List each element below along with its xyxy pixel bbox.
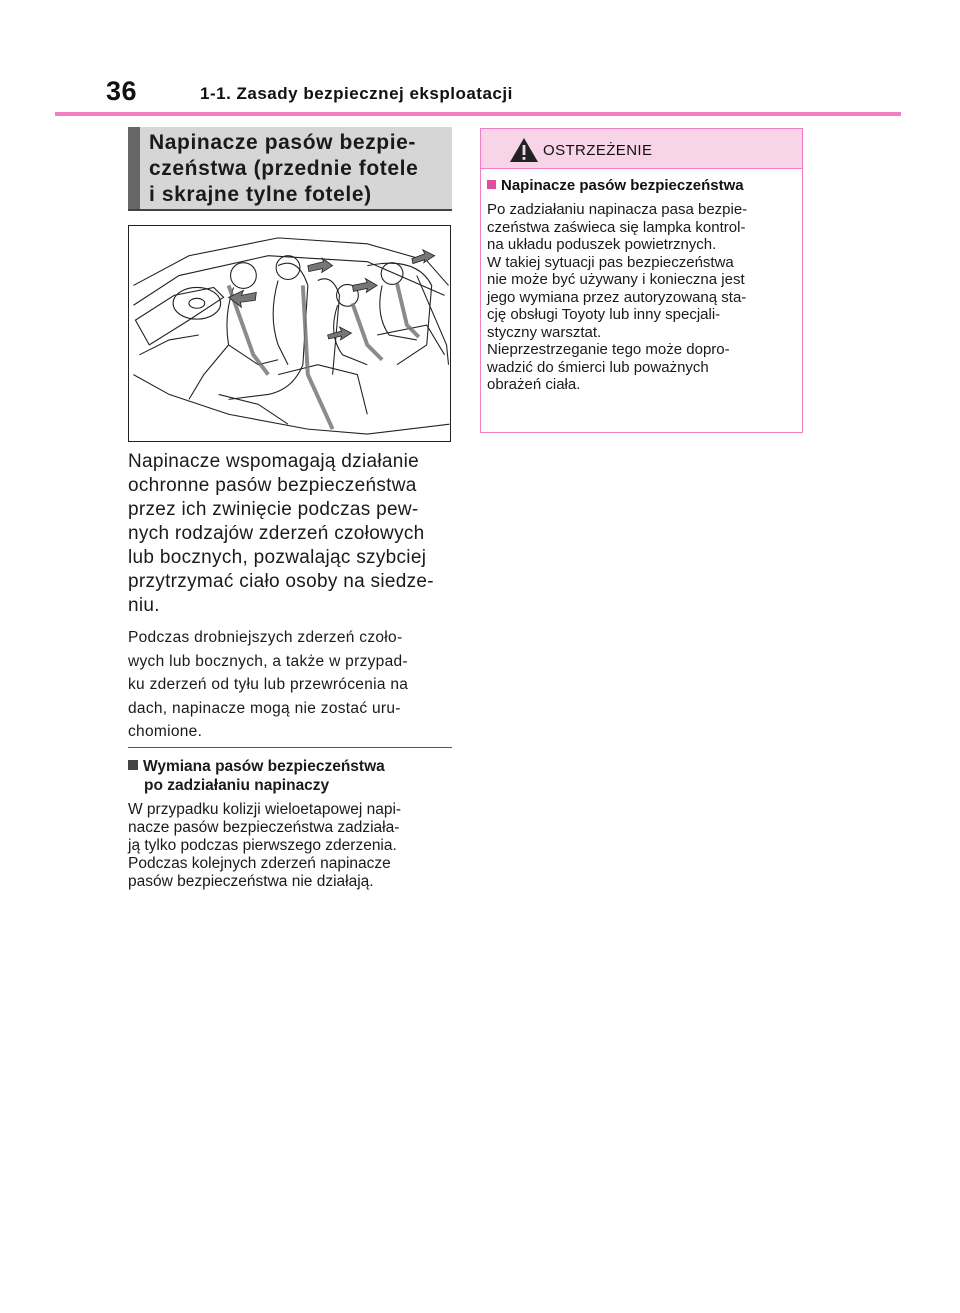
header-divider (55, 112, 901, 116)
square-bullet-icon (128, 760, 138, 770)
section-title: 1-1. Zasady bezpiecznej eksploatacji (200, 84, 513, 103)
heading-line: czeństwa (przednie fotele (149, 157, 419, 180)
warning-triangle-icon (509, 137, 539, 163)
sub-body-line: W przypadku kolizji wieloetapowej napi- (128, 801, 402, 818)
warning-line: czeństwa zaświeca się lampka kontrol- (487, 218, 746, 236)
heading-underline (128, 209, 452, 211)
intro-line: ochronne pasów bezpieczeństwa (128, 475, 417, 496)
section-heading-block (128, 127, 452, 211)
warning-title: OSTRZEŻENIE (543, 142, 653, 159)
note-paragraph (128, 626, 458, 744)
note-line: ku zderzeń od tyłu lub przewrócenia na (128, 676, 409, 693)
intro-line: nych rodzajów zderzeń czołowych (128, 523, 425, 544)
sub-body-paragraph (128, 801, 458, 891)
warning-line: W takiej sytuacji pas bezpieczeństwa (487, 253, 734, 271)
warning-line: Nieprzestrzeganie tego może dopro- (487, 341, 730, 358)
intro-line: przez ich zwinięcie podczas pew- (128, 499, 419, 520)
note-line: wych lub bocznych, a także w przypad- (128, 652, 408, 670)
warning-header (481, 129, 802, 169)
warning-line: Po zadziałaniu napinacza pasa bezpie- (487, 201, 748, 218)
warning-line: jego wymiana przez autoryzowaną sta- (487, 288, 747, 306)
intro-line: przytrzymać ciało osoby na siedze- (128, 571, 434, 592)
intro-line: lub bocznych, pozwalając szybciej (128, 547, 427, 568)
warning-line: obrażeń ciała. (487, 376, 581, 393)
warning-line: wadzić do śmierci lub poważnych (487, 358, 709, 376)
note-line: Podczas drobniejszych zderzeń czoło- (128, 629, 403, 646)
sub-body-line: nacze pasów bezpieczeństwa zadziała- (128, 819, 400, 836)
sub-heading (128, 757, 458, 795)
seatbelt-pretensioner-illustration (128, 225, 451, 442)
warning-body (487, 201, 801, 394)
page-header (0, 0, 960, 118)
section-heading-text (149, 130, 446, 208)
sub-body-line: Podczas kolejnych zderzeń napinacze (128, 855, 391, 872)
warning-line: styczny warsztat. (487, 323, 602, 341)
section-divider (128, 747, 452, 748)
sub-body-line: ją tylko podczas pierwszego zderzenia. (128, 837, 397, 854)
sub-body-line: pasów bezpieczeństwa nie działają. (128, 873, 374, 890)
heading-line: Napinacze pasów bezpie- (149, 131, 417, 154)
car-interior-drawing (129, 226, 450, 441)
square-bullet-icon (487, 180, 496, 189)
sub-heading-line: Wymiana pasów bezpieczeństwa (143, 758, 385, 775)
page-number: 36 (106, 76, 138, 106)
section-heading (128, 127, 452, 209)
heading-line: i skrajne tylne fotele) (149, 183, 372, 206)
note-line: dach, napinacze mogą nie zostać uru- (128, 699, 401, 717)
warning-line: na układu poduszek powietrznych. (487, 236, 717, 253)
note-line: chomione. (128, 723, 203, 740)
warning-sub-heading-text: Napinacze pasów bezpieczeństwa (501, 177, 744, 194)
warning-line: cję obsługi Toyoty lub inny specjali- (487, 306, 721, 323)
warning-box (480, 128, 803, 433)
warning-sub-heading (487, 177, 744, 194)
intro-paragraph (128, 450, 458, 618)
intro-line: Napinacze wspomagają działanie (128, 451, 420, 472)
warning-line: nie może być używany i konieczna jest (487, 271, 745, 288)
sub-heading-line: po zadziałaniu napinaczy (144, 777, 330, 794)
intro-line: niu. (128, 595, 160, 616)
